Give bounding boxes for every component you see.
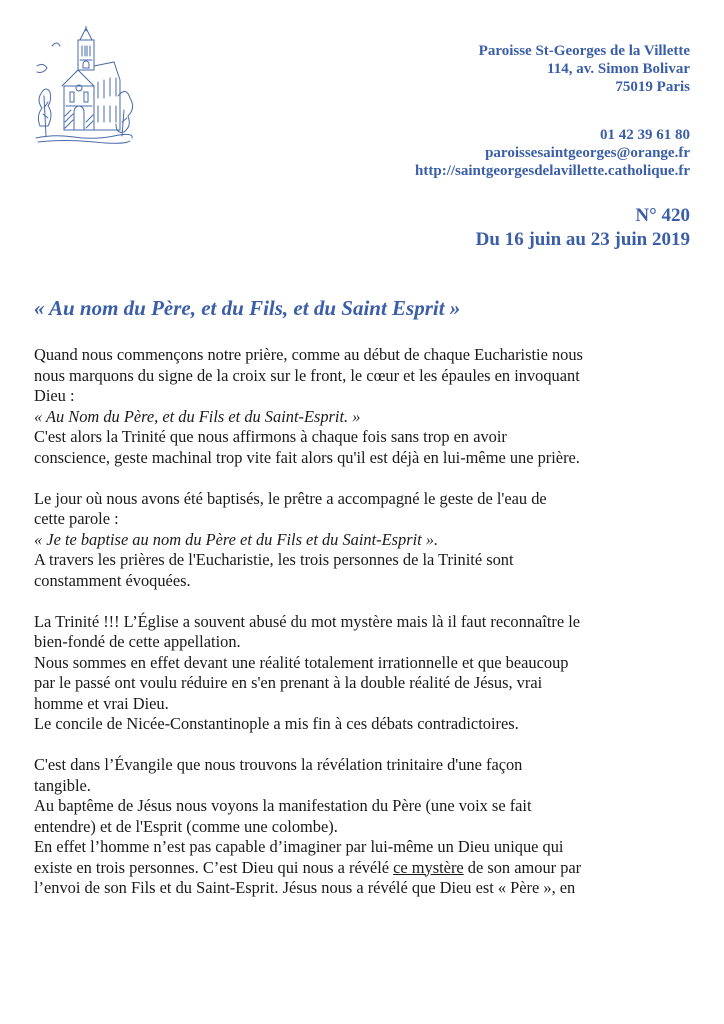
text-line: Au baptême de Jésus nous voyons la manifestation du Père (une voix se fait	[34, 796, 532, 815]
article-paragraph	[34, 755, 694, 899]
underlined-phrase: ce mystère	[393, 857, 464, 877]
parish-phone: 01 42 39 61 80	[600, 127, 690, 143]
text-line: conscience, geste machinal trop vite fait alors qu'il est déjà en lui-même une prière.	[34, 447, 580, 467]
parish-address: 114, av. Simon Bolivar	[547, 61, 690, 77]
issue-info	[476, 204, 690, 252]
text-line: Le jour où nous avons été baptisés, le prêtre a accompagné le geste de l'eau de	[34, 488, 547, 508]
text-line: Le concile de Nicée-Constantinople a mis fin à ces débats contradictoires.	[34, 714, 519, 733]
text-line: tangible.	[34, 775, 91, 795]
church-sketch-logo	[34, 26, 134, 144]
article-paragraph	[34, 489, 694, 592]
text-line: C'est alors la Trinité que nous affirmons à chaque fois sans trop en avoir	[34, 427, 507, 446]
text-line: En effet l’homme n’est pas capable d’imaginer par lui-même un Dieu unique qui	[34, 837, 564, 856]
article-paragraph	[34, 612, 694, 735]
parish-website[interactable]: http://saintgeorgesdelavillette.catholique.fr	[415, 163, 690, 179]
issue-number: N° 420	[635, 205, 690, 226]
article-paragraph	[34, 345, 694, 468]
text-line: par le passé ont voulu réduire en s'en prenant à la double réalité de Jésus, vrai	[34, 673, 543, 692]
article-body	[34, 345, 694, 919]
text-line: Nous sommes en effet devant une réalité totalement irrationnelle et que beaucoup	[34, 652, 569, 672]
article-title: « Au nom du Père, et du Fils, et du Saint Esprit »	[34, 296, 461, 320]
text-line: cette parole :	[34, 509, 119, 528]
text-line: l’envoi de son Fils et du Saint-Esprit. Jésus nous a révélé que Dieu est « Père », en	[34, 878, 576, 897]
parish-email[interactable]: paroissesaintgeorges@orange.fr	[485, 145, 690, 161]
text-line: La Trinité !!! L’Église a souvent abusé du mot mystère mais là il faut reconnaître le	[34, 611, 581, 631]
text-line: constamment évoquées.	[34, 570, 191, 590]
text-fragment: existe en trois personnes. C’est Dieu qui nous a révélé	[34, 857, 394, 877]
parish-postal-city: 75019 Paris	[615, 79, 690, 95]
parish-name: Paroisse St-Georges de la Villette	[478, 43, 690, 59]
text-line: C'est dans l’Évangile que nous trouvons la révélation trinitaire d'une façon	[34, 755, 523, 774]
text-line	[34, 858, 694, 879]
text-line: nous marquons du signe de la croix sur le front, le cœur et les épaules en invoquant	[34, 365, 580, 385]
quoted-line: « Au Nom du Père, et du Fils et du Saint-Esprit. »	[34, 406, 361, 426]
text-line: Dieu :	[34, 386, 75, 405]
text-fragment: de son amour par	[463, 857, 582, 877]
parish-header	[415, 42, 690, 180]
quoted-line: « Je te baptise au nom du Père et du Fils et du Saint-Esprit ».	[34, 529, 439, 549]
text-line: Quand nous commençons notre prière, comme au début de chaque Eucharistie nous	[34, 345, 583, 364]
issue-dates: Du 16 juin au 23 juin 2019	[475, 229, 690, 250]
text-line: A travers les prières de l'Eucharistie, les trois personnes de la Trinité sont	[34, 550, 514, 569]
text-line: entendre) et de l'Esprit (comme une colombe).	[34, 816, 338, 836]
text-line: homme et vrai Dieu.	[34, 693, 169, 713]
text-line: bien-fondé de cette appellation.	[34, 632, 241, 651]
